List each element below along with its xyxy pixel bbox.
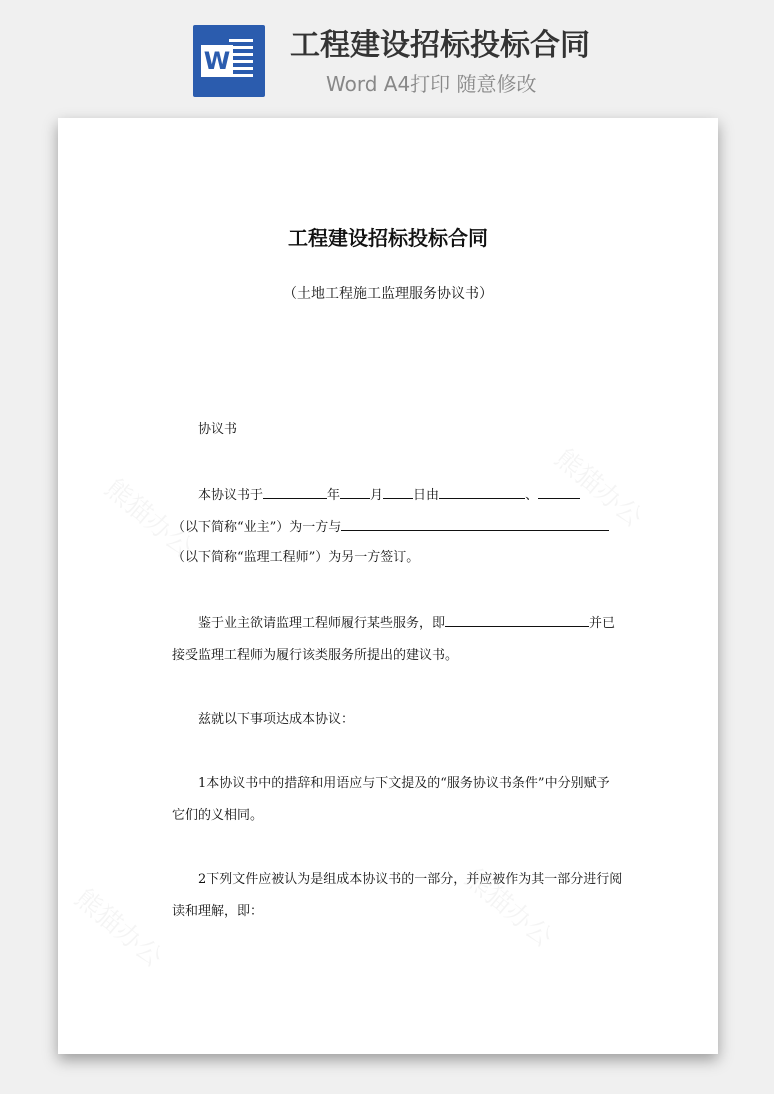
- fill-blank[interactable]: [538, 484, 580, 499]
- document-subtitle: （土地工程施工监理服务协议书）: [283, 286, 493, 302]
- paragraph-line: 接受监理工程师为履行该类服务所提出的建议书。: [172, 648, 459, 663]
- document-title: 工程建设招标投标合同: [288, 226, 488, 250]
- fill-blank[interactable]: [340, 484, 370, 499]
- header-title: 工程建设招标投标合同: [290, 28, 590, 63]
- paragraph-line: 2下列文件应被认为是组成本协议书的一部分，并应被作为其一部分进行阅: [198, 872, 623, 887]
- word-letter-badge: W: [201, 45, 233, 77]
- header-subtitle: Word A4打印 随意修改: [326, 72, 537, 96]
- services-line: [198, 612, 615, 634]
- fill-blank[interactable]: [439, 484, 525, 499]
- paragraph-line: 读和理解，即：: [172, 904, 264, 919]
- text-segment: 本协议书于: [198, 488, 264, 503]
- text-segment: 并已: [589, 616, 616, 631]
- text-segment: 年: [327, 488, 341, 503]
- promo-header: [0, 0, 774, 118]
- word-icon: [193, 25, 265, 97]
- fill-blank[interactable]: [445, 612, 589, 627]
- agreement-date-line: [198, 484, 580, 506]
- paragraph-line: 它们的义相同。: [172, 808, 264, 823]
- section-heading: 协议书: [198, 422, 238, 437]
- fill-blank[interactable]: [383, 484, 413, 499]
- engineer-line: （以下简称“监理工程师”）为另一方签订。: [172, 550, 420, 565]
- text-segment: 鉴于业主欲请监理工程师履行某些服务，即: [198, 616, 446, 631]
- text-segment: （以下简称“业主”）为一方与: [172, 520, 342, 535]
- owner-line: [172, 516, 609, 538]
- fill-blank[interactable]: [341, 516, 609, 531]
- paragraph-line: 兹就以下事项达成本协议：: [198, 712, 355, 727]
- fill-blank[interactable]: [263, 484, 327, 499]
- text-segment: 、: [525, 488, 539, 503]
- text-segment: 月: [370, 488, 384, 503]
- text-segment: 日由: [413, 488, 440, 503]
- document-page: [58, 118, 718, 1054]
- paragraph-line: 1本协议书中的措辞和用语应与下文提及的“服务协议书条件”中分别赋予: [198, 776, 610, 791]
- watermark: [68, 879, 171, 974]
